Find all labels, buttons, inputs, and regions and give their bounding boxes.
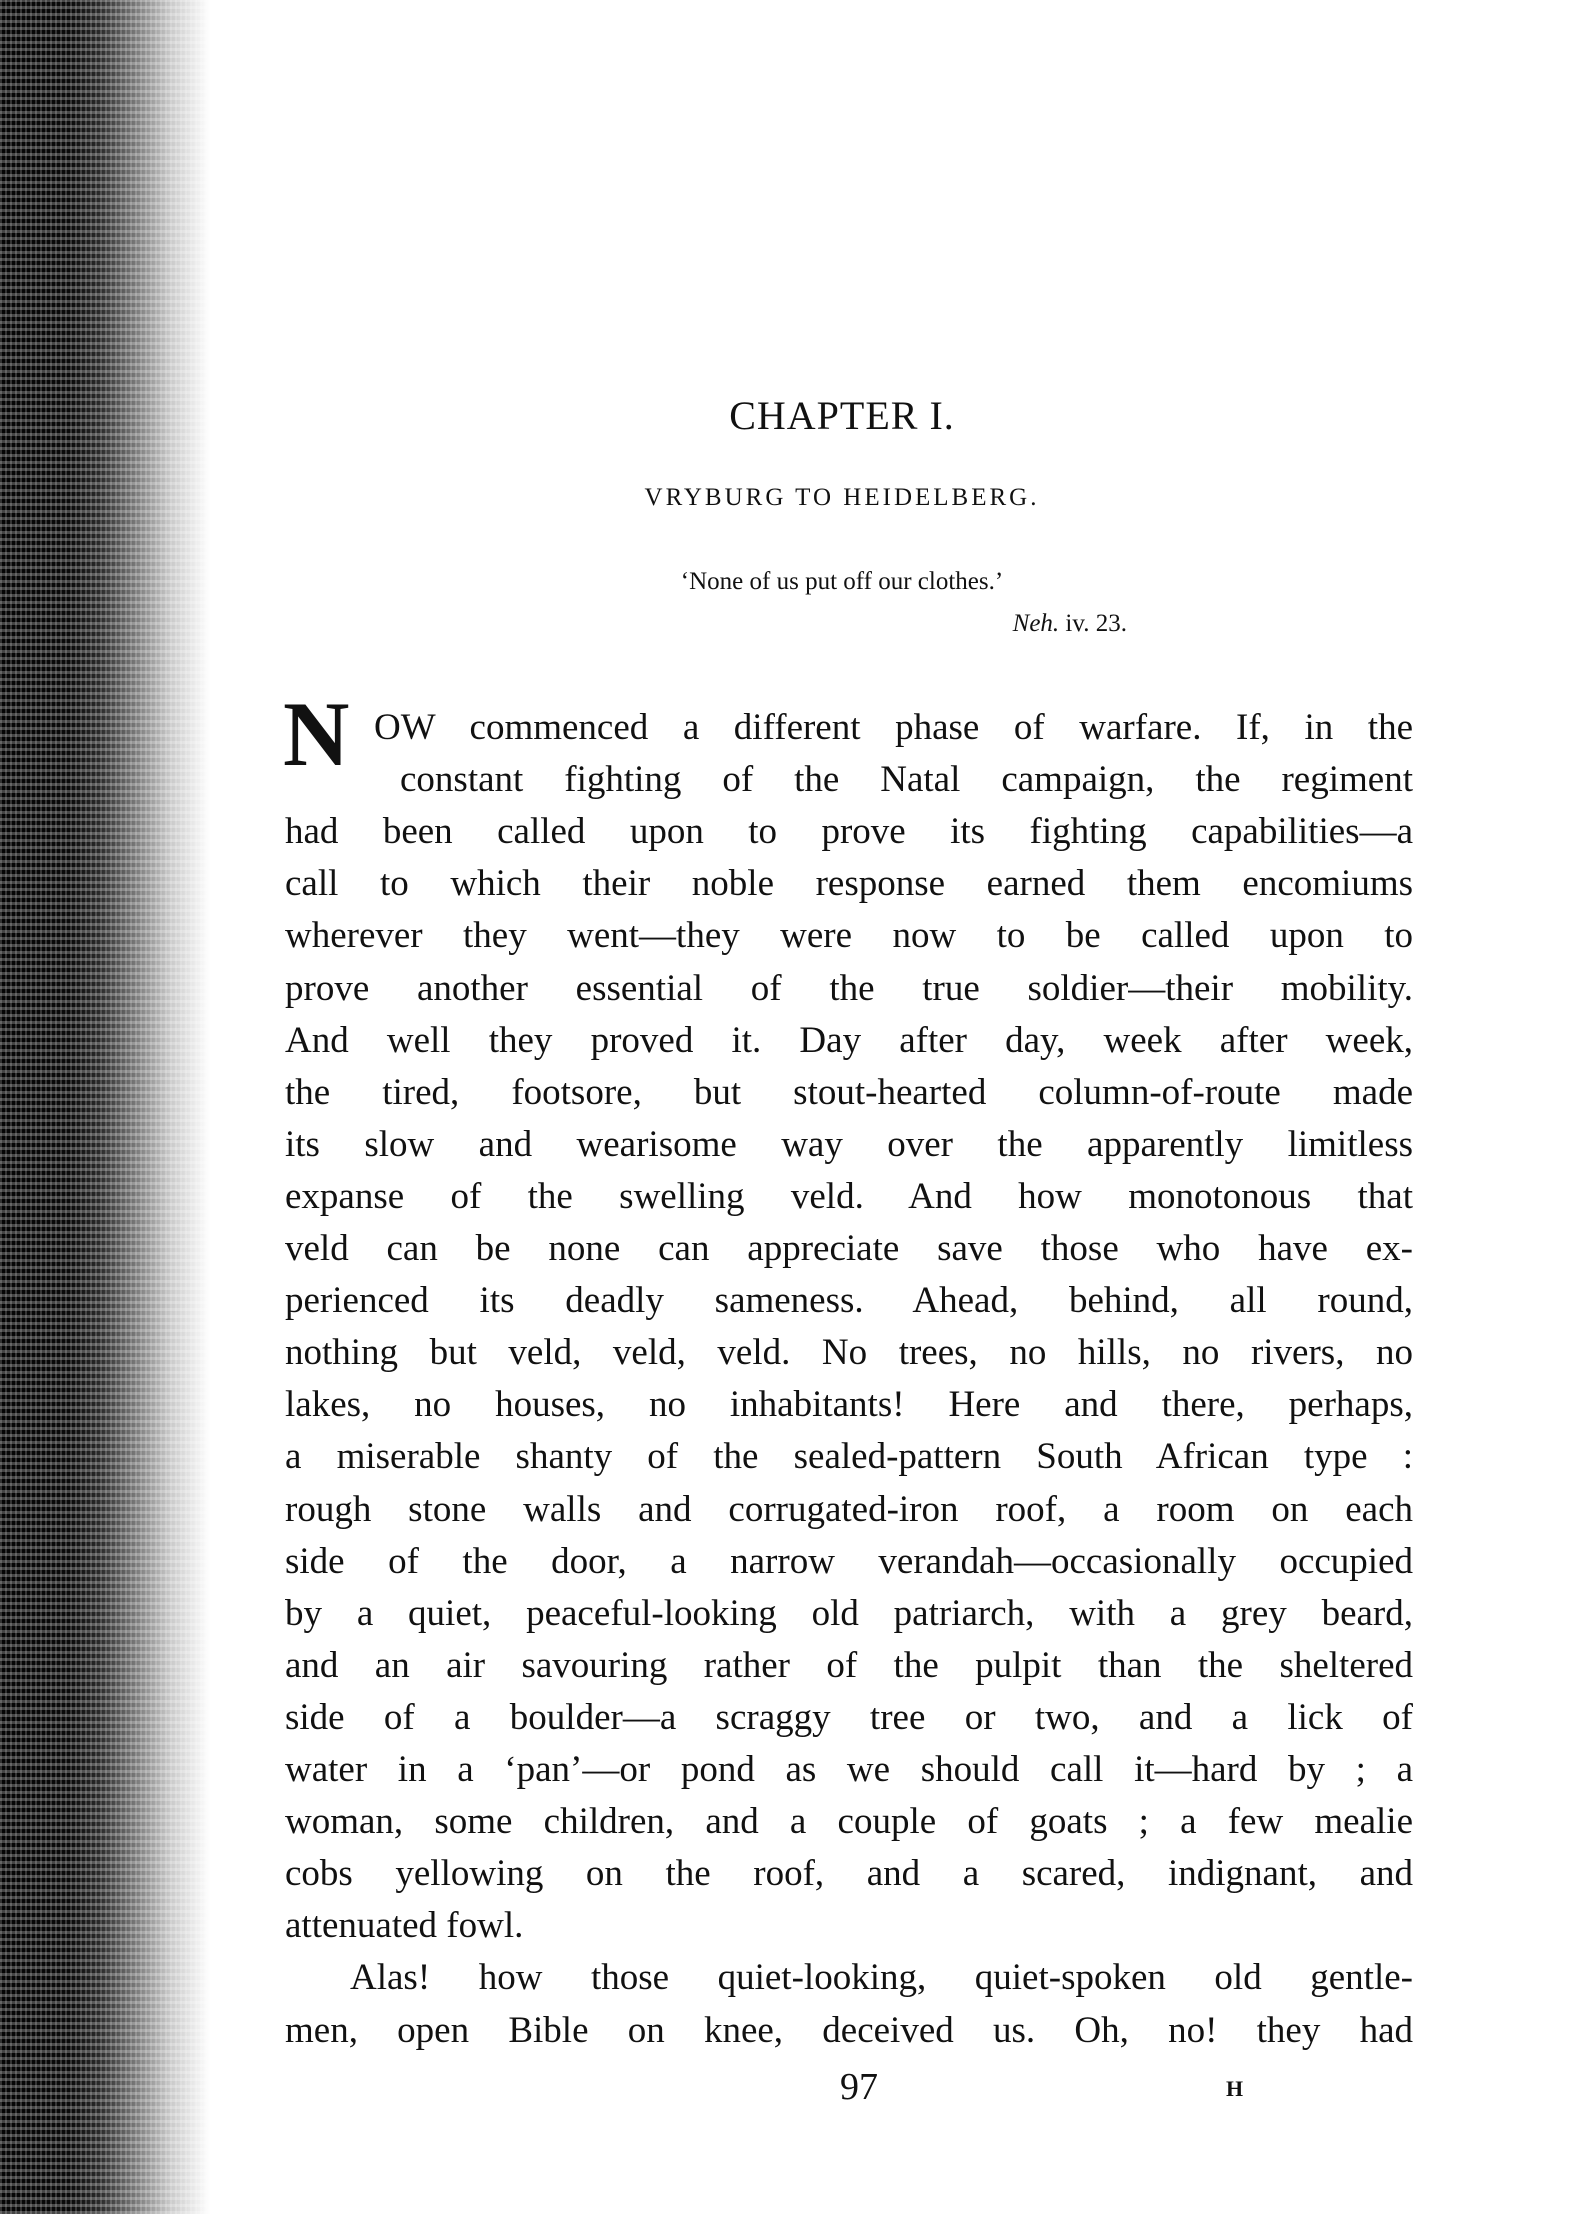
text-line: side of a boulder—a scraggy tree or two, and a lick of xyxy=(285,1696,1413,1738)
text-line: water in a ‘pan’—or pond as we should call it—hard by ; a xyxy=(285,1749,1413,1790)
chapter-heading: CHAPTER I. xyxy=(729,393,955,438)
text-line: And well they proved it. Day after day, week after week, xyxy=(285,1019,1413,1061)
signature-mark: H xyxy=(1226,2076,1244,2101)
text-line: Alas! how those quiet-looking, quiet-spoken old gentle- xyxy=(350,1957,1413,1999)
text-line: expanse of the swelling veld. And how monotonous that xyxy=(285,1175,1413,1217)
text-line: had been called upon to prove its fighting capabilities—a xyxy=(285,811,1413,853)
text-line: wherever they went—they were now to be called upon to xyxy=(285,915,1413,957)
text-line: lakes, no houses, no inhabitants! Here and there, perhaps, xyxy=(285,1384,1413,1426)
epigraph: ‘None of us put off our clothes.’ xyxy=(680,568,1004,595)
page-number: 97 xyxy=(840,2066,878,2108)
text-line: perienced its deadly sameness. Ahead, behind, all round, xyxy=(285,1280,1413,1322)
text-line: by a quiet, peaceful-looking old patriarch, with a grey beard, xyxy=(285,1592,1413,1634)
text-line: and an air savouring rather of the pulpit than the sheltered xyxy=(285,1644,1413,1686)
text-line: rough stone walls and corrugated-iron roof, a room on each xyxy=(285,1488,1413,1530)
text-line: cobs yellowing on the roof, and a scared, indignant, and xyxy=(285,1853,1413,1895)
text-line: nothing but veld, veld, veld. No trees, no hills, no rivers, no xyxy=(285,1332,1413,1374)
text-line: a miserable shanty of the sealed-pattern South African type : xyxy=(285,1436,1413,1478)
drop-cap: N xyxy=(283,683,350,785)
text-line: call to which their noble response earned them encomiums xyxy=(285,863,1413,905)
text-line: attenuated fowl. xyxy=(285,1905,524,1947)
text-line: side of the door, a narrow verandah—occasionally occupied xyxy=(285,1540,1413,1582)
text-line: veld can be none can appreciate save those who have ex- xyxy=(285,1228,1413,1269)
text-line: the tired, footsore, but stout-hearted column-of-route made xyxy=(285,1071,1413,1113)
epigraph-reference xyxy=(1013,610,1127,638)
text-line: OW commenced a different phase of warfare. If, in the xyxy=(374,707,1413,748)
chapter-subtitle: VRYBURG TO HEIDELBERG. xyxy=(644,484,1040,511)
text-line: prove another essential of the true soldier—their mobility. xyxy=(285,967,1413,1009)
text-line: constant fighting of the Natal campaign, the regiment xyxy=(400,759,1413,801)
epigraph-verse: iv. 23. xyxy=(1065,610,1127,637)
text-line: woman, some children, and a couple of goats ; a few mealie xyxy=(285,1801,1413,1843)
scanned-binding-edge xyxy=(0,0,210,2214)
text-line: its slow and wearisome way over the apparently limitless xyxy=(285,1123,1413,1165)
epigraph-book: Neh. xyxy=(1012,610,1060,637)
text-line: men, open Bible on knee, deceived us. Oh, no! they had xyxy=(285,2009,1413,2051)
